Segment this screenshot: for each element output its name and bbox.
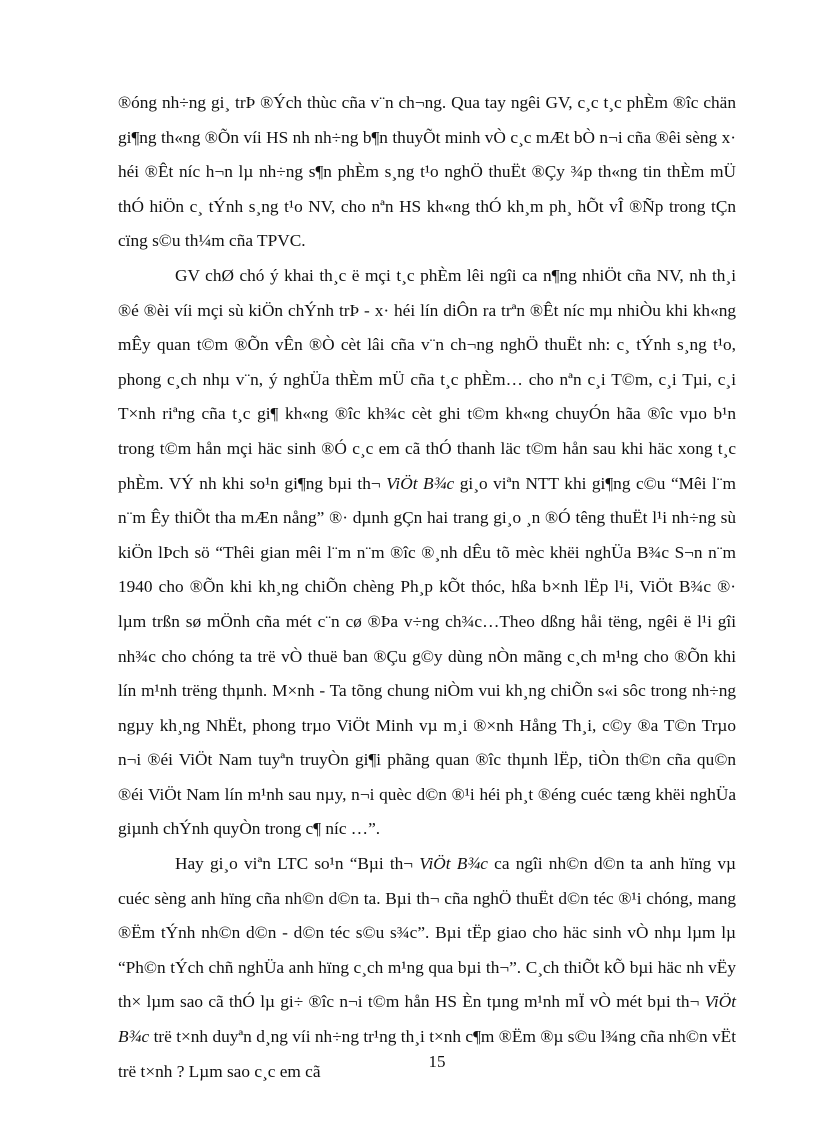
document-body <box>118 86 736 1089</box>
text-run: GV chØ chó ý khai th¸c ë mçi t¸c phÈm lêi ngîi ca n¶ng nhiÖt cña NV, nh th¸i ®é ®èi víi mçi sù kiÖn chÝnh trÞ - x· héi lín diÔn ra trªn ®Êt níc mµ nhiÒu khi kh«ng mÊy quan t©m ®Õn vÊn ®Ò cèt lâi cña v¨n ch¬ng nghÖ thuËt nh: c¸ tÝnh s¸ng t¹o, phong c¸ch nhµ v¨n, ý nghÜa thÈm mÜ cña t¸c phÈm… cho nªn c¸i T©m, c¸i Tµi, c¸i T×nh riªng cña t¸c gi¶ kh«ng ®îc kh¾c cèt ghi t©m kh«ng chuyÓn hãa ®îc vµo b¹n trong t©m hån mçi häc sinh ®Ó c¸c em cã thÓ thanh läc t©m hån sau khi häc xong t¸c phÈm. VÝ nh khi so¹n gi¶ng bµi th¬ <box>118 265 736 493</box>
text-run: ®óng nh÷ng gi¸ trÞ ®Ých thùc cña v¨n ch¬ng. Qua tay ngêi GV, c¸c t¸c phÈm ®îc chän gi¶ng th«ng ®Õn víi HS nh nh÷ng b¶n thuyÕt minh vÒ c¸c mÆt bÒ n¬i cña ®êi sèng x· héi ®Êt níc h¬n lµ nh÷ng s¶n phÈm s¸ng t¹o nghÖ thuËt ®Çy ¾p th«ng tin thÈm mÜ thÓ hiÖn c¸ tÝnh s¸ng t¹o NV, cho nªn HS kh«ng thÓ kh¸m ph¸ hÕt vÎ ®Ñp trong tÇn cïng s©u th¼m cña TPVC. <box>118 93 736 251</box>
italic-text-run: ViÖt B¾c <box>118 992 736 1047</box>
text-run: Hay gi¸o viªn LTC so¹n “Bµi th¬ <box>175 854 420 874</box>
page-number: 15 <box>428 1052 446 1071</box>
text-run: trë t×nh duyªn d¸ng víi nh÷ng tr¹ng th¸i t×nh c¶m ®Ëm ®µ s©u l¾ng cña nh©n vËt trë t×nh ? Lµm sao c¸c em cã <box>118 1027 736 1081</box>
italic-text-run: ViÖt B¾c <box>386 473 455 493</box>
paragraph <box>118 86 736 259</box>
paragraph <box>118 259 736 847</box>
text-run: ca ngîi nh©n d©n ta anh hïng vµ cuéc sèng anh hïng cña nh©n d©n ta. Bµi th¬ cña nghÖ thuËt d©n téc ®¹i chóng, mang ®Ëm tÝnh nh©n d©n - d©n téc s©u s¾c”. Bµi tËp giao cho häc sinh vÒ nhµ lµm lµ “Ph©n tÝch chñ nghÜa anh hïng c¸ch m¹ng qua bµi th¬”. C¸ch thiÕt kÕ bµi häc nh vËy th× lµm sao cã thÓ lµ gi÷ ®îc n¬i t©m hån HS Èn tµng m¹nh mÏ vÒ mét bµi th¬ <box>118 854 736 1012</box>
text-run: gi¸o viªn NTT khi gi¶ng c©u “Mêi l¨m n¨m Êy thiÕt tha mÆn nång” ®· dµnh gÇn hai trang gi¸o ¸n ®Ó têng thuËt l¹i nh÷ng sù kiÖn lÞch sö “Thêi gian mêi l¨m n¨m ®îc ®¸nh dÊu tõ mèc khëi nghÜa B¾c S¬n n¨m 1940 cho ®Õn khi kh¸ng chiÕn chèng Ph¸p kÕt thóc, hßa b×nh lËp l¹i, ViÖt B¾c ®· lµm trßn sø mÖnh cña mét c¨n cø ®Þa v÷ng ch¾c…Theo dßng håi tëng, ngêi ë l¹i gîi nh¾c cho chóng ta trë vÒ thuë ban ®Çu g©y dùng nÒn mãng c¸ch m¹ng cho ®Õn khi lín m¹nh trëng thµnh. M×nh - Ta tõng chung niÒm vui kh¸ng chiÕn s«i sôc trong nh÷ng ngµy kh¸ng NhËt, phong trµo ViÖt Minh vµ m¸i ®×nh Hång Th¸i, c©y ®a T©n Trµo n¬i ®éi ViÖt Nam tuyªn truyÒn gi¶i phãng quan ®îc thµnh lËp, tiÒn th©n cña qu©n ®éi ViÖt Nam lín m¹nh sau nµy, n¬i quèc d©n ®¹i héi ph¸t ®éng cuéc tæng khëi nghÜa giµnh chÝnh quyÒn trong c¶ níc …”. <box>118 473 736 839</box>
italic-text-run: ViÖt B¾c <box>419 854 488 874</box>
